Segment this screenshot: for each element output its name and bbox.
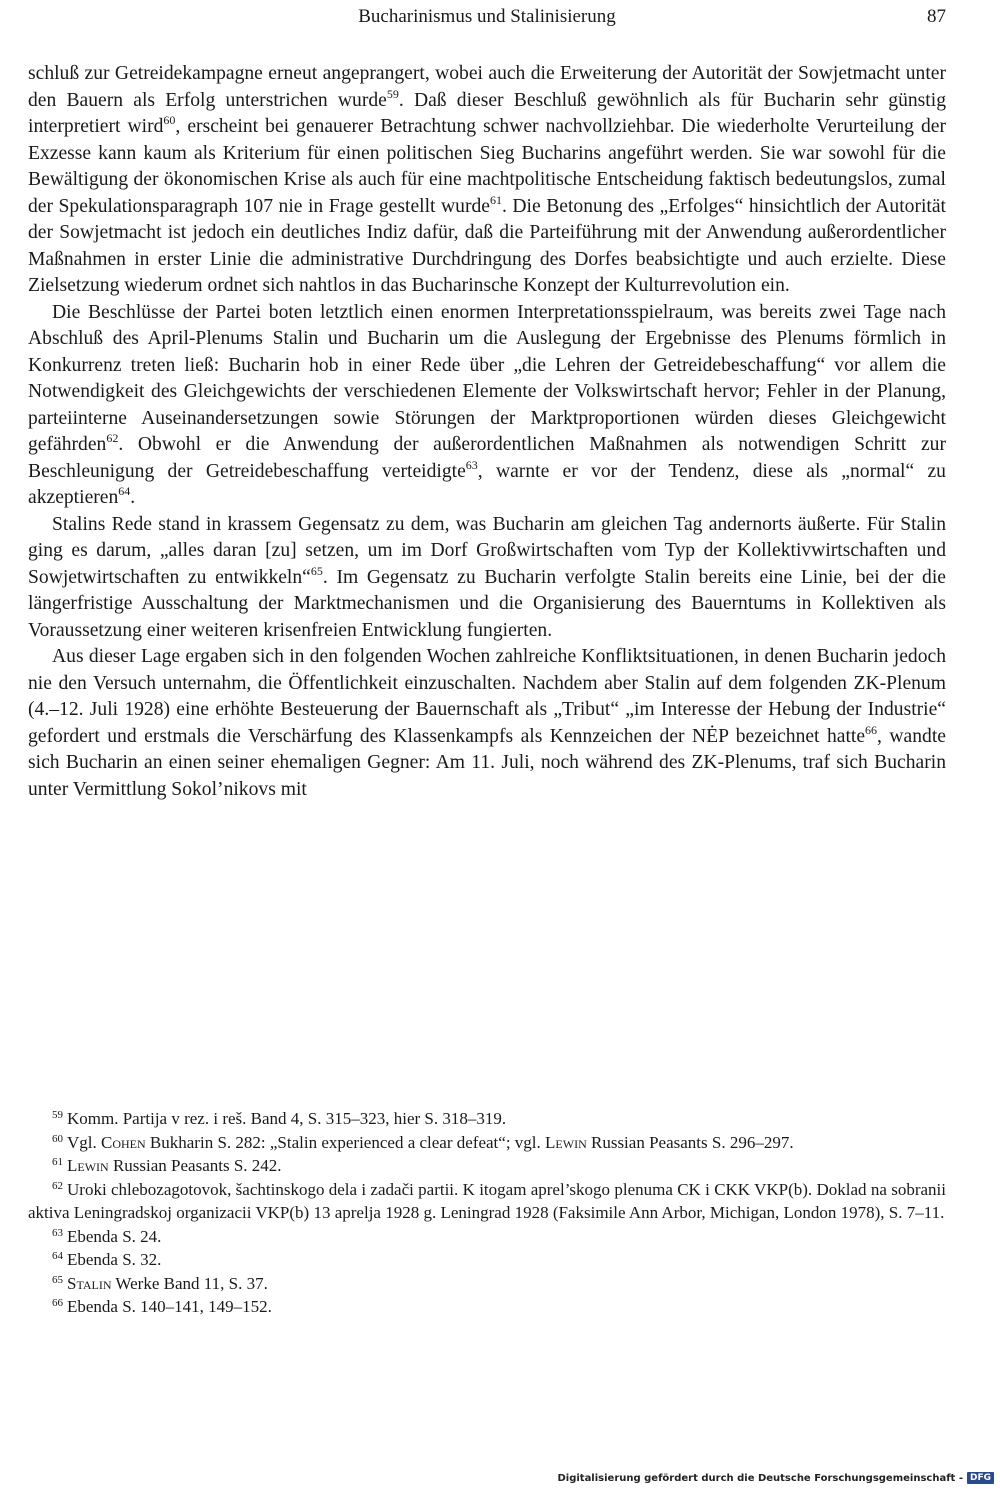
paragraph [28, 512, 946, 645]
paragraph [28, 300, 946, 512]
text-run: . Die Betonung des „Erfolges“ hinsichtlich der Autorität der Sowjetmacht ist jedoch ein deutliches Indiz dafür, daß die Parteiführung mit der Anwendung außerordentlicher Maßnahmen in erster Linie die administrative Durchdringung des Dorfes beabsichtigte und auch erzielte. Diese Zielsetzung wiederum ordnet sich nahtlos in das Bucharinsche Konzept der Kulturrevolution ein. [28, 195, 946, 296]
text-run: . [130, 487, 136, 508]
author-name: Cohen [101, 1132, 146, 1152]
footnote [28, 1154, 946, 1178]
footnote [28, 1295, 946, 1319]
paragraph [28, 61, 946, 300]
footnote-ref: 63 [465, 457, 478, 472]
page-number: 87 [927, 6, 946, 27]
author-name: Lewin [545, 1132, 587, 1152]
footnote-text: Russian Peasants S. 242. [108, 1156, 282, 1175]
footnote-number: 66 [52, 1297, 63, 1309]
footnote-number: 60 [52, 1132, 63, 1145]
digitization-imprint [557, 1471, 994, 1485]
footnotes [28, 1107, 946, 1319]
text-run: . Daß dieser Beschluß gewöhnlich als für Bucharin sehr günstig interpretiert wird [28, 89, 946, 137]
footnote-ref: 59 [386, 86, 399, 101]
footnote-text: Werke Band 11, S. 37. [111, 1273, 268, 1293]
footnote-text: Ebenda S. 140–141, 149–152. [67, 1297, 272, 1316]
footnote-ref: 65 [310, 563, 323, 578]
text-run: Aus dieser Lage ergaben sich in den folgenden Wochen zahlreiche Konfliktsituationen, in denen Bucharin jedoch nie den Versuch unternahm, die Öffentlichkeit einzuschalten. Nachdem aber Stalin auf dem folgenden ZK-Plenum (4.–12. Juli 1928) eine erhöhte Besteuerung der Bauernschaft als „Tribut“ „im Interesse der Hebung der Industrie“ gefordert und erstmals die Verschärfung des Klassenkampfs als Kennzeichen der NĖP bezeichnet hatte [28, 646, 946, 747]
footnote-number: 63 [52, 1226, 63, 1239]
footnote-text: Vgl. [67, 1132, 101, 1152]
footnote-text: Bukharin S. 282: „Stalin experienced a clear defeat“; vgl. [145, 1132, 546, 1152]
footnote [28, 1248, 946, 1272]
page-header [28, 6, 946, 34]
text-run: Die Beschlüsse der Partei boten letztlich einen enormen Interpretationsspielraum, was bereits zwei Tage nach Abschluß des April-Plenums Stalin und Bucharin um die Auslegung der Ergebnisse des Plenums förmlich in Konkurrenz treten ließ: Bucharin hob in einer Rede über „die Lehren der Getreidebeschaffung“ vor allem die Notwendigkeit des Gleichgewichts der verschiedenen Elemente der Volkswirtschaft hervor; Fehler in der Planung, parteiinterne Auseinandersetzungen sowie Störungen der Marktproportionen würden dieses Gleichgewicht gefährden [28, 301, 946, 455]
footnote-number: 61 [52, 1156, 63, 1168]
text-run: Stalins Rede stand in krassem Gegensatz zu dem, was Bucharin am gleichen Tag andernorts äußerte. Für Stalin ging es darum, „alles daran [zu] setzen, um im Dorf Großwirtschaften vom Typ der Kollektivwirtschaften und Sowjetwirtschaften zu entwikkeln“ [28, 513, 946, 588]
footnote-ref: 61 [489, 192, 502, 207]
footnote-text: Komm. Partija v rez. i reš. Band 4, S. 315–323, hier S. 318–319. [67, 1109, 507, 1128]
footnote [28, 1178, 946, 1225]
text-run: . Obwohl er die Anwendung der außerordentlichen Maßnahmen als notwendigen Schritt zur Beschleunigung der Getreidebeschaffung verteidigte [28, 434, 946, 482]
author-name: Stalin [67, 1273, 112, 1293]
text-run: schluß zur Getreidekampagne erneut angeprangert, wobei auch die Erweiterung der Autorität der Sowjetmacht unter den Bauern als Erfolg unterstrichen wurde [28, 63, 946, 111]
footnote [28, 1107, 946, 1131]
footnote [28, 1131, 946, 1155]
text-run: , wandte sich Bucharin an einen seiner ehemaligen Gegner: Am 11. Juli, noch während des ZK-Plenums, traf sich Bucharin unter Vermittlung Sokol’nikovs mit [28, 725, 946, 800]
text-run: . Im Gegensatz zu Bucharin verfolgte Stalin bereits eine Linie, bei der die längerfristige Ausschaltung der Marktmechanismen und die Organisierung des Bauerntums in Kollektiven als Voraussetzung einer weiteren krisenfreien Entwicklung fungierten. [28, 566, 946, 641]
imprint-text: Digitalisierung gefördert durch die Deutsche Forschungsgemeinschaft - [557, 1472, 963, 1484]
text-run: , erscheint bei genauerer Betrachtung schwer nachvollziehbar. Die wiederholte Verurteilung der Exzesse kann kaum als Kriterium für einen politischen Sieg Bucharins angeführt werden. Sie war sowohl für die Bewältigung der ökonomischen Krise als auch für eine machtpolitische Entscheidung faktisch bedeutungslos, zumal der Spekulationsparagraph 107 nie in Frage gestellt wurde [28, 116, 946, 217]
paragraph [28, 644, 946, 803]
footnote-number: 59 [52, 1109, 63, 1121]
author-name: Lewin [67, 1156, 109, 1175]
footnote-number: 62 [52, 1179, 63, 1192]
footnote-ref: 64 [118, 484, 131, 498]
running-title: Bucharinismus und Stalinisierung [358, 6, 616, 27]
dfg-logo: DFG [967, 1472, 994, 1484]
footnote-number: 64 [52, 1250, 63, 1262]
text-run: , warnte er vor der Tendenz, diese als „normal“ zu akzeptieren [28, 460, 946, 508]
footnote-text: Ebenda S. 32. [67, 1250, 162, 1269]
footnote-text: Russian Peasants S. 296–297. [586, 1132, 794, 1152]
footnote-ref: 62 [106, 431, 119, 445]
main-text [28, 61, 946, 803]
footnote-number: 65 [52, 1273, 63, 1286]
footnote [28, 1272, 946, 1296]
footnote-text: Uroki chlebozagotovok, šachtinskogo dela i zadači partii. K itogam aprel’skogo plenuma CK i CKK VKP(b). Doklad na sobranii aktiva Leningradskoj organizacii VKP(b) 13 aprelja 1928 g. Leningrad 1928 (Faksimile Ann Arbor, Michigan, London 1978), S. 7–11. [28, 1179, 946, 1222]
footnote [28, 1225, 946, 1249]
footnote-ref: 66 [865, 722, 878, 737]
footnote-text: Ebenda S. 24. [67, 1226, 162, 1246]
footnote-ref: 60 [163, 113, 176, 127]
